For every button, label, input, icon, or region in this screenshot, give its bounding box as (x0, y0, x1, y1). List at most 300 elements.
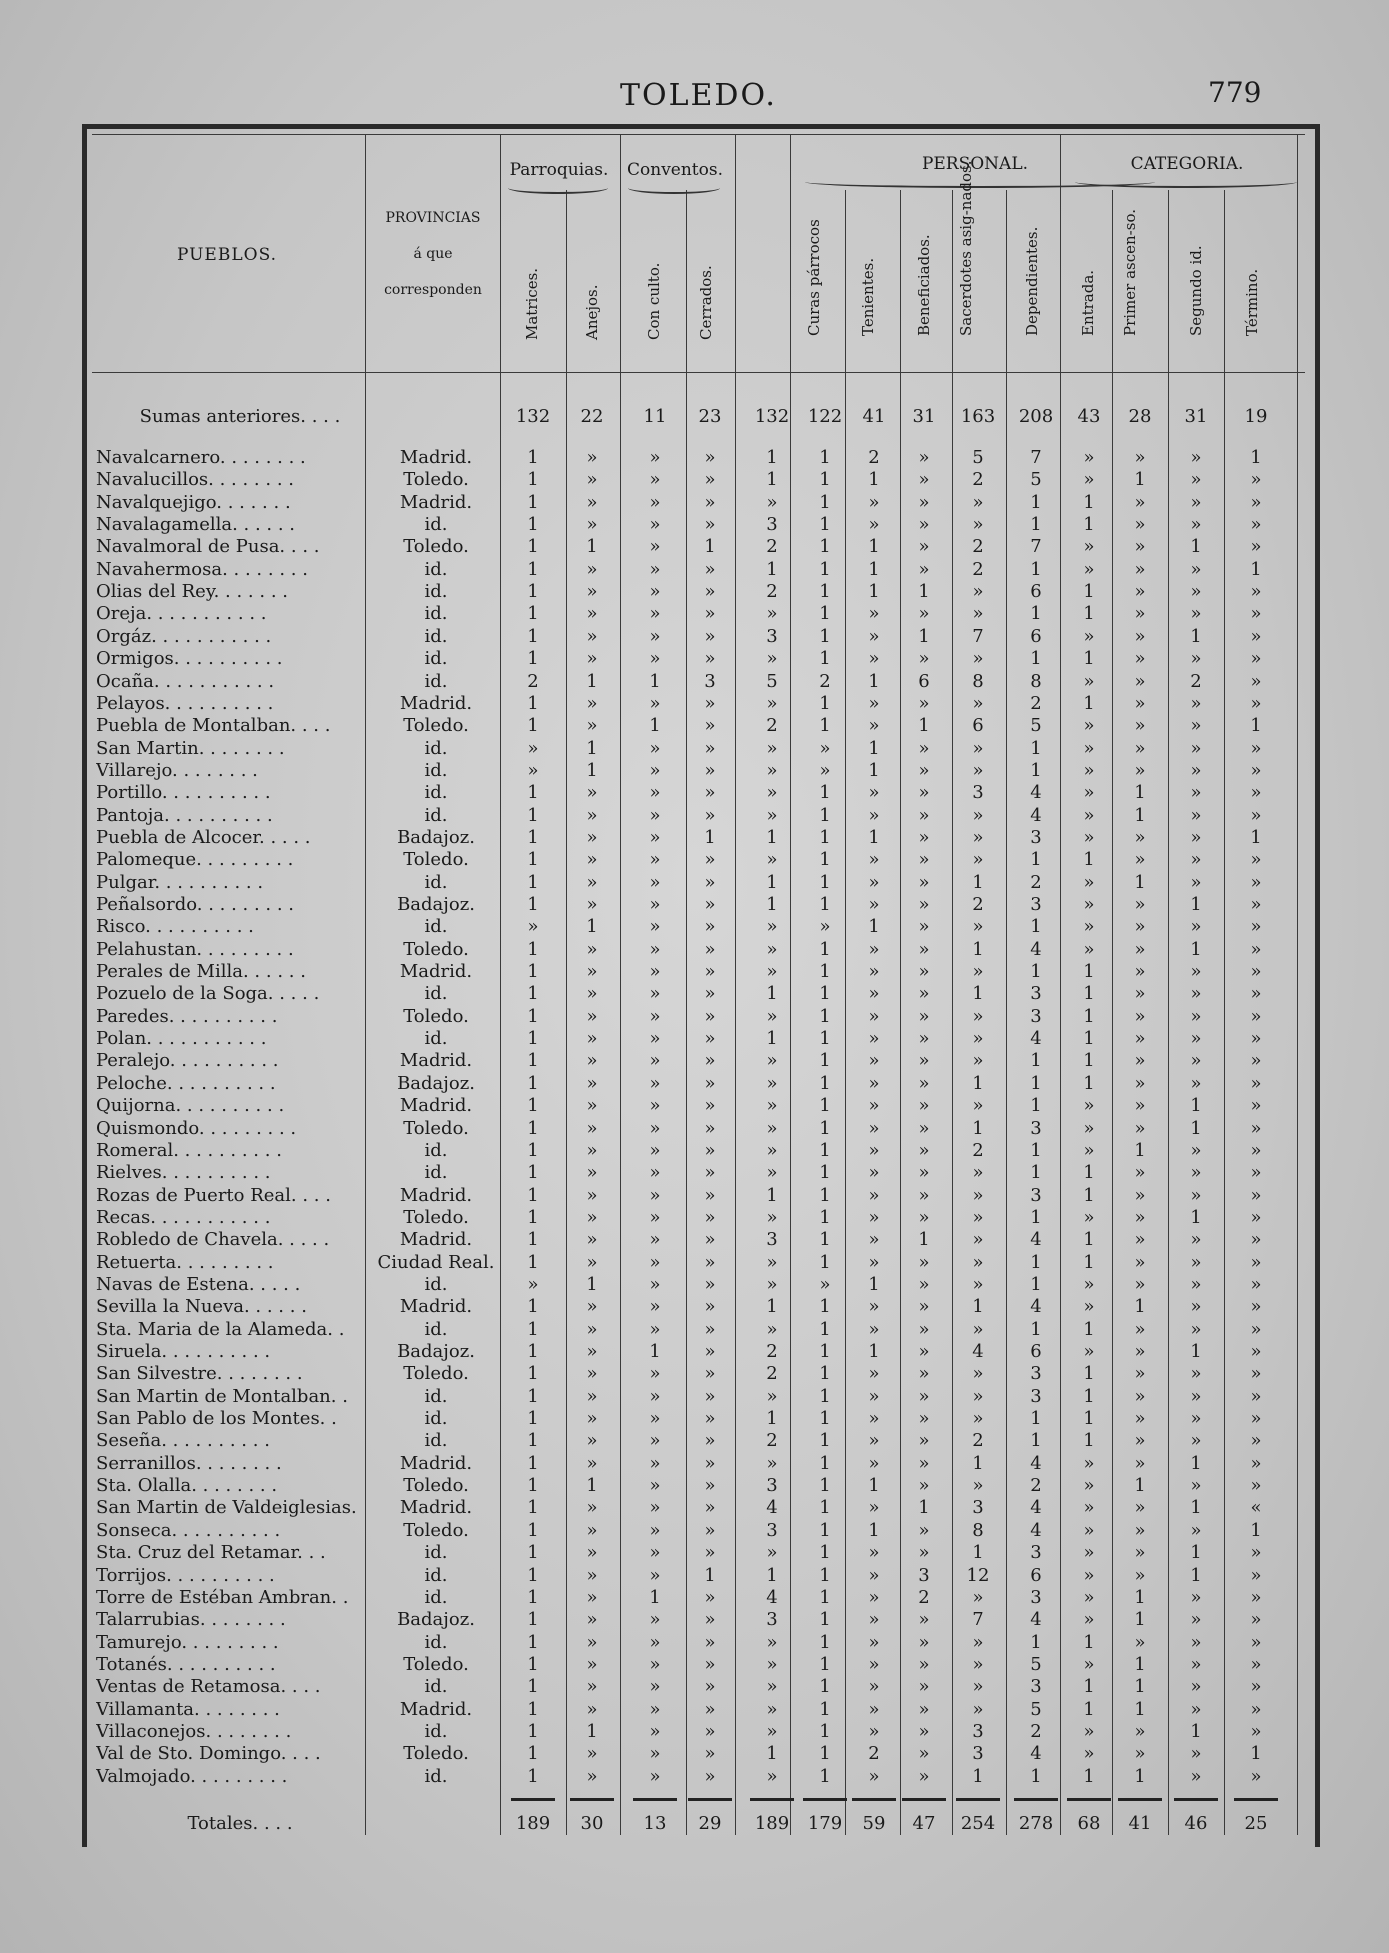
value-cell: 1 (527, 492, 539, 513)
pueblo-name: Villamanta. . . . . . . . (96, 1699, 280, 1720)
value-cell: 1 (1134, 1475, 1146, 1496)
value-cell: » (649, 1140, 661, 1161)
value-cell: » (586, 1743, 598, 1764)
value-cell: » (766, 939, 778, 960)
value-cell: » (704, 1609, 716, 1630)
value-cell: 1 (819, 1497, 831, 1518)
provincia-cell: id. (424, 648, 448, 669)
table-row (0, 1341, 1389, 1363)
value-cell: » (1190, 1229, 1202, 1250)
value-cell: » (918, 1252, 930, 1273)
value-cell: » (1190, 581, 1202, 602)
value-cell: » (1190, 1296, 1202, 1317)
totals-rule (1118, 1798, 1162, 1801)
pueblo-name: Quismondo. . . . . . . . . (96, 1118, 297, 1139)
value-cell: » (766, 738, 778, 759)
value-cell: 4 (766, 1497, 778, 1518)
page-title: TOLEDO. (620, 78, 777, 113)
value-cell: » (1250, 671, 1262, 692)
value-cell: » (1083, 894, 1095, 915)
value-cell: » (1250, 849, 1262, 870)
value-cell: » (649, 581, 661, 602)
pueblo-name: Talarrubias. . . . . . . . (96, 1609, 286, 1630)
value-cell: » (649, 514, 661, 535)
value-cell: 1 (527, 1453, 539, 1474)
value-cell: » (918, 447, 930, 468)
value-cell: » (704, 1162, 716, 1183)
value-cell: » (586, 715, 598, 736)
value-cell: 1 (766, 447, 778, 468)
table-row (0, 626, 1389, 648)
value-cell: » (649, 961, 661, 982)
value-cell: 22 (580, 406, 604, 427)
value-cell: 1 (819, 559, 831, 580)
value-cell: » (649, 1721, 661, 1742)
table-row (0, 894, 1389, 916)
value-cell: » (918, 1542, 930, 1563)
value-cell: » (649, 1475, 661, 1496)
value-cell: » (1250, 1721, 1262, 1742)
provincia-cell: id. (424, 1587, 448, 1608)
value-cell: 1 (527, 1095, 539, 1116)
value-cell: » (766, 1654, 778, 1675)
provincia-cell: Toledo. (403, 1363, 469, 1384)
value-cell: » (1134, 1162, 1146, 1183)
value-cell: 1 (819, 1363, 831, 1384)
value-cell: 3 (1030, 1542, 1042, 1563)
value-cell: 1 (1190, 1542, 1202, 1563)
value-cell: » (586, 1095, 598, 1116)
pueblo-name: Villarejo. . . . . . . . (96, 760, 258, 781)
value-cell: 1 (819, 1743, 831, 1764)
table-row (0, 1699, 1389, 1721)
value-cell: 254 (960, 1813, 996, 1834)
value-cell: 1 (1030, 738, 1042, 759)
value-cell: 1 (1030, 849, 1042, 870)
provincia-cell: Madrid. (399, 1296, 473, 1317)
value-cell: 1 (1030, 1073, 1042, 1094)
totals-rule (1014, 1798, 1058, 1801)
table-row (0, 1520, 1389, 1542)
value-cell: » (766, 1274, 778, 1295)
value-cell: 1 (819, 1699, 831, 1720)
value-cell: 1 (819, 1676, 831, 1697)
value-cell: » (868, 1542, 880, 1563)
value-cell: 1 (918, 626, 930, 647)
value-cell: 3 (1030, 827, 1042, 848)
table-row (0, 760, 1389, 782)
value-cell: » (704, 1453, 716, 1474)
table-row (0, 1743, 1389, 1765)
value-cell: » (972, 961, 984, 982)
value-cell: » (1250, 1050, 1262, 1071)
value-cell: 3 (766, 626, 778, 647)
value-cell: 1 (819, 626, 831, 647)
value-cell: » (1083, 805, 1095, 826)
value-cell: » (586, 626, 598, 647)
value-cell: » (972, 1363, 984, 1384)
value-cell: » (1134, 939, 1146, 960)
value-cell: » (704, 894, 716, 915)
table-row (0, 1006, 1389, 1028)
value-cell: » (1250, 492, 1262, 513)
value-cell: » (1134, 1073, 1146, 1094)
value-cell: » (918, 916, 930, 937)
value-cell: 1 (819, 939, 831, 960)
value-cell: 1 (527, 1542, 539, 1563)
totals-rule (688, 1798, 732, 1801)
value-cell: » (704, 1252, 716, 1273)
value-cell: » (1250, 1140, 1262, 1161)
value-cell: » (972, 1654, 984, 1675)
provincia-cell: id. (424, 1430, 448, 1451)
value-cell: 5 (1030, 1654, 1042, 1675)
value-cell: 1 (527, 1162, 539, 1183)
value-cell: » (1134, 648, 1146, 669)
value-cell: » (527, 1274, 539, 1295)
value-cell: » (766, 1721, 778, 1742)
value-cell: 5 (766, 671, 778, 692)
value-cell: 1 (527, 805, 539, 826)
value-cell: 1 (1134, 1676, 1146, 1697)
value-cell: » (586, 1453, 598, 1474)
value-cell: 4 (1030, 1229, 1042, 1250)
value-cell: 6 (1030, 1565, 1042, 1586)
value-cell: » (868, 693, 880, 714)
value-cell: » (1250, 603, 1262, 624)
value-cell: » (649, 1363, 661, 1384)
value-cell: » (1190, 1475, 1202, 1496)
value-cell: » (1190, 1743, 1202, 1764)
value-cell: » (704, 1341, 716, 1362)
provincia-cell: Badajoz. (397, 894, 475, 915)
value-cell: » (704, 1699, 716, 1720)
value-cell: » (1190, 1319, 1202, 1340)
value-cell: » (649, 1095, 661, 1116)
value-cell: » (704, 939, 716, 960)
value-cell: » (704, 1497, 716, 1518)
value-cell: » (704, 1028, 716, 1049)
value-cell: 1 (527, 1587, 539, 1608)
value-cell: » (1250, 648, 1262, 669)
value-cell: » (1134, 760, 1146, 781)
value-cell: 29 (698, 1813, 722, 1834)
page-number: 779 (1208, 76, 1262, 109)
value-cell: » (586, 983, 598, 1004)
value-cell: » (918, 1050, 930, 1071)
value-cell: » (1250, 1632, 1262, 1653)
value-cell: » (586, 603, 598, 624)
table-row (0, 1587, 1389, 1609)
value-cell: 1 (704, 827, 716, 848)
value-cell: » (1083, 1296, 1095, 1317)
provincia-cell: Madrid. (399, 1453, 473, 1474)
provincia-cell: Toledo. (403, 1475, 469, 1496)
value-cell: » (766, 1676, 778, 1697)
value-cell: » (972, 1229, 984, 1250)
value-cell: » (649, 1319, 661, 1340)
value-cell: » (704, 1006, 716, 1027)
value-cell: » (1083, 1140, 1095, 1161)
value-cell: 41 (862, 406, 886, 427)
value-cell: 1 (1134, 1654, 1146, 1675)
pueblo-name: Navas de Estena. . . . . (96, 1274, 301, 1295)
value-cell: » (1134, 671, 1146, 692)
provincia-cell: Toledo. (403, 1743, 469, 1764)
value-cell: » (704, 693, 716, 714)
value-cell: » (1190, 469, 1202, 490)
table-row (0, 1207, 1389, 1229)
value-cell: 25 (1244, 1813, 1268, 1834)
value-cell: 1 (868, 1520, 880, 1541)
value-cell: » (766, 1050, 778, 1071)
value-cell: » (1250, 1274, 1262, 1295)
value-cell: 1 (766, 1296, 778, 1317)
header-provincias-line1: PROVINCIAS (385, 210, 481, 226)
value-cell: 1 (527, 1609, 539, 1630)
value-cell: 1 (1083, 1766, 1095, 1787)
provincia-cell: id. (424, 1408, 448, 1429)
value-cell: 1 (704, 1565, 716, 1586)
value-cell: » (918, 872, 930, 893)
value-cell: » (918, 1654, 930, 1675)
value-cell: 68 (1077, 1813, 1101, 1834)
provincia-cell: Madrid. (399, 1095, 473, 1116)
value-cell: » (704, 782, 716, 803)
value-cell: » (1190, 961, 1202, 982)
value-cell: » (649, 1229, 661, 1250)
value-cell: » (1190, 1587, 1202, 1608)
value-cell: 11 (643, 406, 667, 427)
value-cell: » (1190, 1654, 1202, 1675)
group-personal: PERSONAL. (921, 154, 1029, 174)
value-cell: 1 (527, 1028, 539, 1049)
value-cell: 2 (1030, 693, 1042, 714)
table-row (0, 1497, 1389, 1519)
header-anejos: Anejos. (583, 284, 601, 340)
value-cell: » (868, 894, 880, 915)
value-cell: » (918, 1185, 930, 1206)
value-cell: » (1250, 1565, 1262, 1586)
value-cell: » (649, 1073, 661, 1094)
value-cell: » (649, 805, 661, 826)
value-cell: » (918, 559, 930, 580)
value-cell: » (918, 1721, 930, 1742)
value-cell: » (1250, 1699, 1262, 1720)
pueblo-name: Palomeque. . . . . . . . . (96, 849, 294, 870)
value-cell: 1 (1134, 1609, 1146, 1630)
value-cell: 1 (1250, 1743, 1262, 1764)
value-cell: » (586, 1296, 598, 1317)
provincia-cell: id. (424, 1721, 448, 1742)
value-cell: » (918, 469, 930, 490)
pueblo-name: Ocaña. . . . . . . . . . . (96, 671, 275, 692)
pueblo-name: Peloche. . . . . . . . . . (96, 1073, 276, 1094)
value-cell: 3 (972, 782, 984, 803)
value-cell: 1 (1030, 648, 1042, 669)
value-cell: » (586, 1542, 598, 1563)
header-provincias-line3: corresponden (384, 282, 482, 298)
value-cell: » (586, 492, 598, 513)
pueblo-name: Risco. . . . . . . . . . (96, 916, 254, 937)
value-cell: 1 (527, 1050, 539, 1071)
value-cell: » (586, 469, 598, 490)
value-cell: 1 (819, 1632, 831, 1653)
value-cell: 3 (766, 1609, 778, 1630)
value-cell: » (868, 1162, 880, 1183)
value-cell: » (586, 1207, 598, 1228)
provincia-cell: id. (424, 760, 448, 781)
value-cell: » (704, 514, 716, 535)
value-cell: » (649, 1699, 661, 1720)
value-cell: 1 (1083, 1162, 1095, 1183)
value-cell: » (704, 559, 716, 580)
value-cell: 1 (527, 469, 539, 490)
value-cell: 1 (972, 939, 984, 960)
value-cell: » (1190, 447, 1202, 468)
value-cell: 1 (1250, 559, 1262, 580)
value-cell: 1 (586, 671, 598, 692)
value-cell: » (649, 693, 661, 714)
value-cell: » (1134, 1028, 1146, 1049)
value-cell: » (918, 1676, 930, 1697)
value-cell: » (1250, 1229, 1262, 1250)
value-cell: » (704, 1676, 716, 1697)
pueblo-name: San Martin. . . . . . . . (96, 738, 285, 759)
value-cell: » (1190, 827, 1202, 848)
value-cell: » (918, 738, 930, 759)
value-cell: » (704, 1207, 716, 1228)
value-cell: » (972, 1050, 984, 1071)
value-cell: » (1083, 872, 1095, 893)
provincia-cell: id. (424, 1766, 448, 1787)
pueblo-name: Olias del Rey. . . . . . . (96, 581, 288, 602)
value-cell: » (704, 715, 716, 736)
value-cell: » (868, 492, 880, 513)
value-cell: 1 (972, 1073, 984, 1094)
value-cell: » (649, 983, 661, 1004)
value-cell: » (1083, 782, 1095, 803)
provincia-cell: Badajoz. (397, 1341, 475, 1362)
value-cell: » (1083, 1453, 1095, 1474)
value-cell: 1 (1030, 1319, 1042, 1340)
value-cell: 1 (1083, 1319, 1095, 1340)
pueblo-name: San Martin de Montalban. . (96, 1386, 348, 1407)
value-cell: 2 (972, 536, 984, 557)
value-cell: » (1083, 827, 1095, 848)
pueblo-name: Sta. Cruz del Retamar. . . (96, 1542, 326, 1563)
table-row (0, 1363, 1389, 1385)
value-cell: 1 (527, 1341, 539, 1362)
pueblo-name: Navalmoral de Pusa. . . . (96, 536, 320, 557)
value-cell: 1 (819, 1565, 831, 1586)
value-cell: 1 (1190, 1497, 1202, 1518)
value-cell: 1 (1134, 1140, 1146, 1161)
value-cell: » (586, 581, 598, 602)
value-cell: 1 (1134, 805, 1146, 826)
value-cell: » (1250, 805, 1262, 826)
value-cell: » (704, 1274, 716, 1295)
value-cell: 1 (1083, 1050, 1095, 1071)
value-cell: » (766, 1095, 778, 1116)
value-cell: » (1190, 1430, 1202, 1451)
value-cell: 1 (1083, 581, 1095, 602)
value-cell: » (1134, 1542, 1146, 1563)
value-cell: » (586, 1028, 598, 1049)
table-row (0, 648, 1389, 670)
value-cell: 1 (819, 782, 831, 803)
value-cell: 1 (1083, 1386, 1095, 1407)
value-cell: 2 (1030, 872, 1042, 893)
value-cell: » (918, 1766, 930, 1787)
table-row (0, 1028, 1389, 1050)
value-cell: » (1250, 894, 1262, 915)
value-cell: 1 (527, 581, 539, 602)
value-cell: » (586, 1587, 598, 1608)
value-cell: 1 (1083, 1185, 1095, 1206)
pueblo-name: Seseña. . . . . . . . . . (96, 1430, 270, 1451)
header-cerrados: Cerrados. (697, 265, 715, 340)
value-cell: » (918, 1363, 930, 1384)
value-cell: » (1083, 916, 1095, 937)
value-cell: » (649, 536, 661, 557)
value-cell: 1 (527, 1363, 539, 1384)
value-cell: » (766, 648, 778, 669)
value-cell: » (586, 782, 598, 803)
value-cell: » (766, 760, 778, 781)
value-cell: 1 (527, 1229, 539, 1250)
value-cell: » (527, 760, 539, 781)
value-cell: » (819, 738, 831, 759)
value-cell: 1 (1030, 1050, 1042, 1071)
value-cell: 1 (649, 715, 661, 736)
header-primer-ascenso: Primer ascen-so. (1121, 209, 1139, 336)
value-cell: 1 (1250, 447, 1262, 468)
value-cell: » (1083, 1743, 1095, 1764)
value-cell: » (918, 1274, 930, 1295)
value-cell: » (1083, 671, 1095, 692)
value-cell: » (819, 916, 831, 937)
group-categoria: CATEGORIA. (1130, 154, 1244, 174)
value-cell: » (704, 1185, 716, 1206)
pueblo-name: Pelayos. . . . . . . . . . (96, 693, 274, 714)
value-cell: » (1190, 1408, 1202, 1429)
value-cell: » (1134, 1565, 1146, 1586)
value-cell: 1 (766, 983, 778, 1004)
value-cell: » (918, 1386, 930, 1407)
value-cell: » (868, 626, 880, 647)
pueblo-name: Navalucillos. . . . . . . . (96, 469, 294, 490)
value-cell: » (918, 939, 930, 960)
value-cell: 1 (527, 693, 539, 714)
value-cell: » (766, 1699, 778, 1720)
value-cell: 1 (527, 1699, 539, 1720)
value-cell: 1 (819, 1587, 831, 1608)
value-cell: » (704, 1430, 716, 1451)
value-cell: » (868, 1632, 880, 1653)
value-cell: » (704, 469, 716, 490)
value-cell: 1 (868, 916, 880, 937)
value-cell: » (586, 648, 598, 669)
value-cell: 1 (868, 581, 880, 602)
value-cell: 208 (1018, 406, 1054, 427)
value-cell: » (1250, 1542, 1262, 1563)
value-cell: » (586, 1609, 598, 1630)
value-cell: 1 (819, 1118, 831, 1139)
value-cell: » (649, 492, 661, 513)
value-cell: » (1190, 1632, 1202, 1653)
value-cell: » (766, 1766, 778, 1787)
